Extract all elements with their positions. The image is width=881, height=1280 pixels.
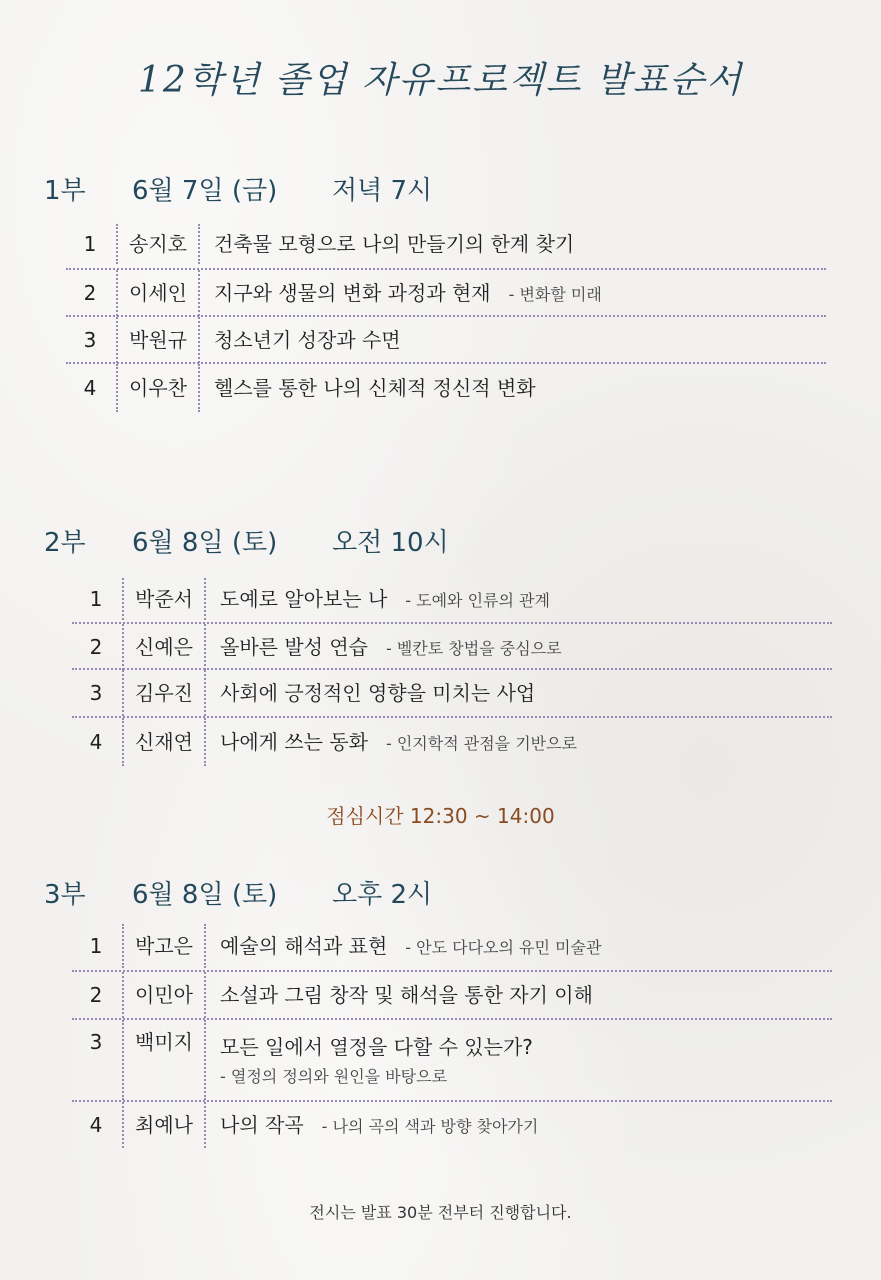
- part-label: 2부: [44, 528, 86, 558]
- part-2-table: [72, 578, 832, 764]
- part-2-header: [44, 522, 449, 559]
- project-title: [206, 624, 562, 672]
- row-number: 3: [89, 681, 103, 705]
- project-title-text: 모든 일에서 열정을 다할 수 있는가?: [220, 1035, 533, 1059]
- project-title: [200, 317, 401, 363]
- page-title: 12학년 졸업 자유프로젝트 발표순서: [137, 60, 743, 101]
- part-1-table: [66, 224, 826, 410]
- project-title: [206, 972, 593, 1018]
- part-1-header: [44, 170, 432, 207]
- presenter-name: 이우찬: [116, 364, 200, 412]
- row-number: 4: [89, 730, 103, 754]
- table-row: [72, 624, 832, 670]
- project-subtitle: - 벨칸토 창법을 중심으로: [385, 639, 562, 658]
- project-title-text: 사회에 긍정적인 영향을 미치는 사업: [220, 681, 536, 705]
- project-title: [206, 1020, 533, 1087]
- table-row: [72, 1102, 832, 1148]
- row-number: 2: [89, 983, 103, 1007]
- presenter-name: 이세인: [116, 270, 200, 316]
- project-title: [206, 670, 535, 716]
- project-title-text: 건축물 모형으로 나의 만들기의 한계 찾기: [214, 232, 575, 256]
- footer-note: 전시는 발표 30분 전부터 진행합니다.: [309, 1203, 572, 1222]
- project-title: [200, 224, 574, 264]
- table-row: [66, 317, 826, 364]
- row-number: 2: [89, 635, 103, 659]
- part-time: 오후 2시: [332, 880, 433, 910]
- project-title: [206, 924, 601, 970]
- row-number: 1: [89, 587, 103, 611]
- project-subtitle: - 인지학적 관점을 기반으로: [385, 734, 578, 753]
- presenter-name: 신예은: [122, 624, 206, 670]
- part-date: 6월 8일 (토): [132, 528, 278, 558]
- project-title: [206, 578, 550, 622]
- part-date: 6월 8일 (토): [132, 880, 278, 910]
- table-row: [66, 364, 826, 410]
- presenter-name: 김우진: [122, 670, 206, 716]
- presenter-name: 송지호: [116, 224, 200, 264]
- row-number: 1: [89, 934, 103, 958]
- row-number: 3: [89, 1030, 103, 1054]
- part-date: 6월 7일 (금): [132, 176, 278, 206]
- table-row: [66, 224, 826, 270]
- presenter-name: 신재연: [122, 718, 206, 766]
- project-title: [206, 718, 577, 768]
- lunch-break-notice: 점심시간 12:30 ~ 14:00: [326, 804, 555, 828]
- project-title-text: 헬스를 통한 나의 신체적 정신적 변화: [214, 376, 536, 400]
- project-title: [200, 364, 536, 412]
- project-subtitle: - 도예와 인류의 관계: [405, 591, 550, 610]
- row-number: 4: [83, 376, 97, 400]
- project-title-text: 도예로 알아보는 나: [220, 587, 388, 611]
- project-title-text: 나의 작곡: [220, 1113, 304, 1137]
- row-number: 4: [89, 1113, 103, 1137]
- part-label: 3부: [44, 880, 86, 910]
- part-time: 저녁 7시: [332, 176, 433, 206]
- part-label: 1부: [44, 176, 86, 206]
- presenter-name: 백미지: [122, 1020, 206, 1100]
- table-row: [72, 972, 832, 1020]
- presenter-name: 박원규: [116, 317, 200, 363]
- project-title-text: 나에게 쓰는 동화: [220, 730, 368, 754]
- project-title-text: 예술의 해석과 표현: [220, 934, 388, 958]
- table-row: [72, 578, 832, 624]
- table-row: [66, 270, 826, 317]
- project-title-text: 올바른 발성 연습: [220, 635, 368, 659]
- presenter-name: 박준서: [122, 578, 206, 620]
- presenter-name: 박고은: [122, 924, 206, 968]
- project-title: [206, 1102, 538, 1150]
- table-row: [72, 924, 832, 972]
- presenter-name: 최예나: [122, 1102, 206, 1148]
- table-row: [72, 718, 832, 764]
- project-title-text: 지구와 생물의 변화 과정과 현재: [214, 281, 491, 305]
- presenter-name: 이민아: [122, 972, 206, 1018]
- project-subtitle: - 나의 곡의 색과 방향 찾아가기: [321, 1117, 539, 1136]
- table-row: [72, 670, 832, 718]
- project-subtitle: - 열정의 정의와 원인을 바탕으로: [220, 1067, 448, 1086]
- project-subtitle: - 안도 다다오의 유민 미술관: [405, 938, 602, 957]
- project-title-text: 청소년기 성장과 수면: [214, 328, 401, 352]
- table-row: [72, 1020, 832, 1102]
- row-number: 2: [83, 281, 97, 305]
- project-title: [200, 270, 602, 318]
- part-3-table: [72, 924, 832, 1148]
- part-time: 오전 10시: [332, 528, 449, 558]
- row-number: 1: [83, 232, 97, 256]
- project-subtitle: - 변화할 미래: [508, 285, 602, 304]
- project-title-text: 소설과 그림 창작 및 해석을 통한 자기 이해: [220, 983, 593, 1007]
- row-number: 3: [83, 328, 97, 352]
- part-3-header: [44, 874, 432, 911]
